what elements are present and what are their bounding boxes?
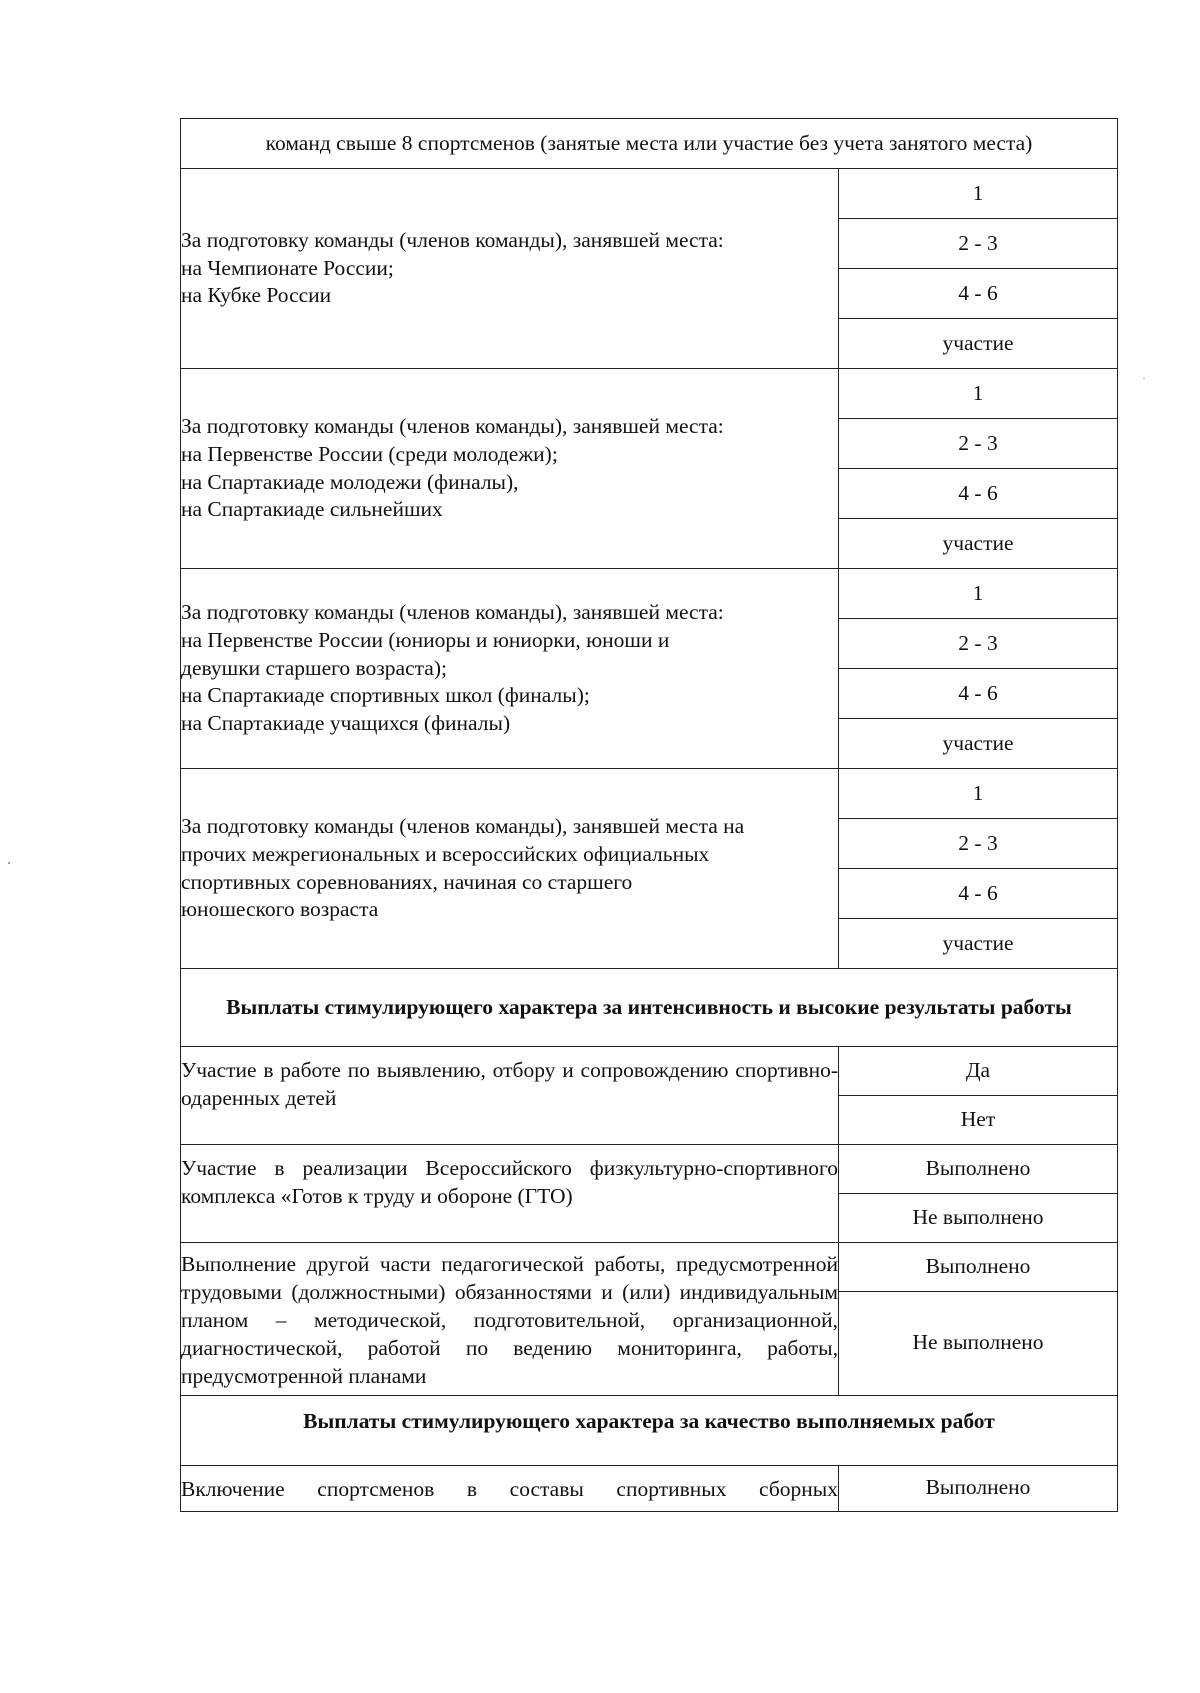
criterion-paragraph: Участие в работе по выявлению, отбору и сопровождению спортивно-одаренных детей — [181, 1058, 838, 1110]
criterion-text — [181, 569, 839, 769]
status-value: Выполнено — [839, 1243, 1118, 1292]
status-value: Не выполнено — [839, 1292, 1118, 1396]
place-value: 1 — [839, 769, 1118, 819]
criterion-text — [181, 1047, 839, 1145]
section-title-quality: Выплаты стимулирующего характера за качество выполняемых работ — [181, 1395, 1118, 1465]
criterion-line: прочих межрегиональных и всероссийских официальных — [181, 841, 710, 866]
criterion-text — [181, 1243, 839, 1396]
criterion-line: девушки старшего возраста); — [181, 655, 447, 680]
place-value: 4 - 6 — [839, 869, 1118, 919]
status-value: Нет — [839, 1096, 1118, 1145]
place-value: участие — [839, 519, 1118, 569]
criterion-line: За подготовку команды (членов команды), занявшей места на — [181, 813, 745, 838]
place-value: участие — [839, 719, 1118, 769]
criterion-line: на Первенстве России (среди молодежи); — [181, 441, 558, 466]
criterion-line: За подготовку команды (членов команды), занявшей места: — [181, 413, 724, 438]
status-value: Выполнено — [839, 1465, 1118, 1511]
criterion-text — [181, 369, 839, 569]
criterion-text — [181, 1145, 839, 1243]
criterion-line: на Спартакиаде молодежи (финалы), — [181, 469, 519, 494]
scan-speck — [1143, 378, 1145, 379]
place-value: 4 - 6 — [839, 469, 1118, 519]
place-value: 4 - 6 — [839, 669, 1118, 719]
scan-speck — [8, 862, 10, 864]
criterion-line: спортивных соревнованиях, начиная со старшего — [181, 869, 633, 894]
criterion-text — [181, 769, 839, 969]
criterion-line: За подготовку команды (членов команды), занявшей места: — [181, 599, 724, 624]
place-value: участие — [839, 919, 1118, 969]
table-header-continuation: команд свыше 8 спортсменов (занятые места или участие без учета занятого места) — [181, 119, 1118, 169]
criterion-line: на Кубке России — [181, 283, 332, 308]
section-title-intensity: Выплаты стимулирующего характера за интенсивность и высокие результаты работы — [181, 969, 1118, 1047]
criterion-line: юношеского возраста — [181, 897, 379, 922]
criterion-line: на Спартакиаде учащихся (финалы) — [181, 711, 511, 736]
place-value: 2 - 3 — [839, 619, 1118, 669]
criterion-line: на Спартакиаде спортивных школ (финалы); — [181, 683, 590, 708]
place-value: участие — [839, 319, 1118, 369]
criterion-line: на Первенстве России (юниоры и юниорки, юноши и — [181, 627, 670, 652]
place-value: 1 — [839, 369, 1118, 419]
place-value: 1 — [839, 569, 1118, 619]
place-value: 1 — [839, 169, 1118, 219]
criterion-line: За подготовку команды (членов команды), занявшей места: — [181, 227, 724, 252]
status-value: Не выполнено — [839, 1194, 1118, 1243]
criterion-paragraph: Включение спортсменов в составы спортивных сборных — [181, 1476, 838, 1501]
criterion-paragraph: Участие в реализации Всероссийского физкультурно-спортивного комплекса «Готов к труду и обороне (ГТО) — [181, 1156, 838, 1208]
criteria-table — [180, 118, 1118, 1512]
place-value: 2 - 3 — [839, 419, 1118, 469]
place-value: 2 - 3 — [839, 219, 1118, 269]
criterion-text — [181, 1465, 839, 1511]
criterion-paragraph: Выполнение другой части педагогической работы, предусмотренной трудовыми (должностными) обязанностями и (или) индивидуальным планом – методической, подготовительной, организационной, диагностической, работой по ведению мониторинга, работы, предусмотренной планами — [181, 1252, 838, 1388]
criterion-line: на Чемпионате России; — [181, 255, 394, 280]
status-value: Выполнено — [839, 1145, 1118, 1194]
place-value: 4 - 6 — [839, 269, 1118, 319]
status-value: Да — [839, 1047, 1118, 1096]
criterion-text — [181, 169, 839, 369]
place-value: 2 - 3 — [839, 819, 1118, 869]
criterion-line: на Спартакиаде сильнейших — [181, 497, 443, 522]
